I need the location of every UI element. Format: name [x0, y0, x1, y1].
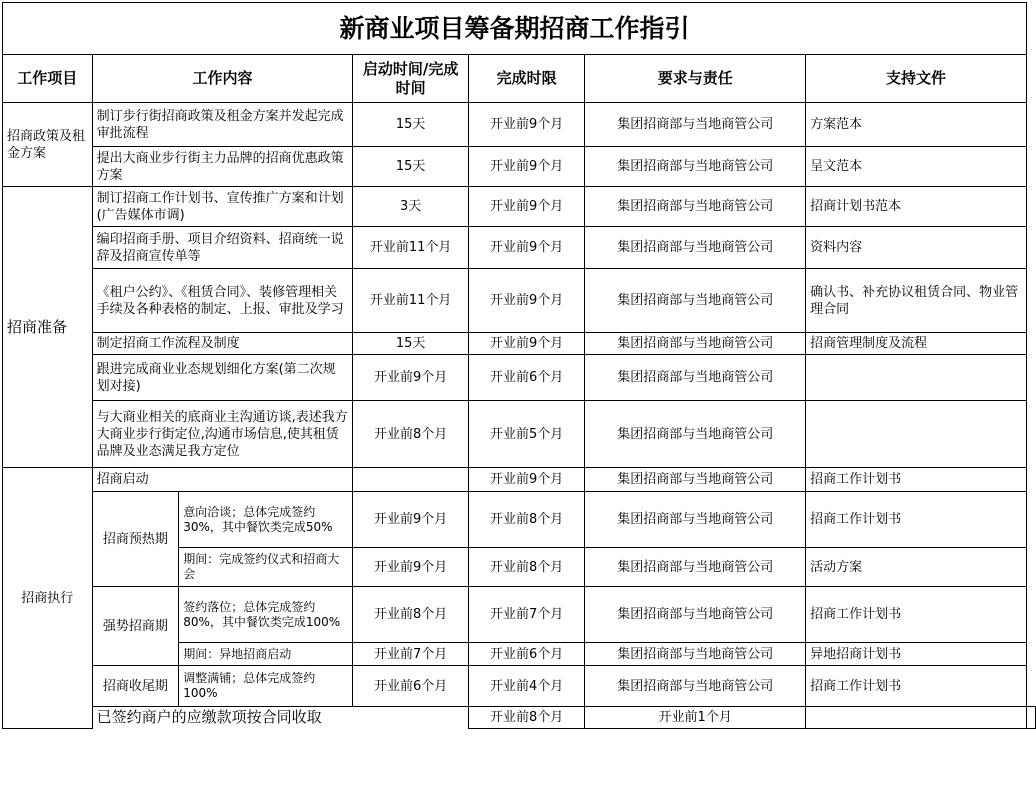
row-start: 开业前11个月 [353, 227, 468, 269]
row-doc: 招商管理制度及流程 [806, 333, 1027, 355]
row-resp: 集团招商部与当地商管公司 [585, 187, 806, 227]
row-content: 制订步行街招商政策及租金方案并发起完成审批流程 [92, 103, 353, 147]
footer-start: 开业前8个月 [468, 707, 584, 729]
row-start: 开业前11个月 [353, 269, 468, 333]
row-doc: 招商工作计划书 [806, 492, 1027, 548]
row-doc: 资料内容 [806, 227, 1027, 269]
row-doc: 呈文范本 [806, 147, 1027, 187]
guide-table [2, 2, 1036, 729]
row-content: 与大商业相关的底商业主沟通访谈,表述我方大商业步行街定位,沟通市场信息,使其租赁品牌及业态满足我方定位 [92, 401, 353, 468]
row-deadline: 开业前9个月 [468, 103, 584, 147]
row-deadline: 开业前9个月 [468, 333, 584, 355]
row-doc: 确认书、补充协议租赁合同、物业管理合同 [806, 269, 1027, 333]
row-content: 招商启动 [92, 468, 353, 492]
table-row [3, 333, 1036, 355]
row-doc [806, 355, 1027, 401]
row-content: 意向洽谈；总体完成签约30%，其中餐饮类完成50% [179, 492, 353, 548]
row-content: 签约落位；总体完成签约80%，其中餐饮类完成100% [179, 587, 353, 643]
row-doc: 招商计划书范本 [806, 187, 1027, 227]
row-doc: 方案范本 [806, 103, 1027, 147]
header-docs: 支持文件 [806, 55, 1027, 103]
row-doc [806, 401, 1027, 468]
row-resp: 集团招商部与当地商管公司 [585, 666, 806, 707]
row-start: 开业前9个月 [353, 492, 468, 548]
row-resp: 集团招商部与当地商管公司 [585, 147, 806, 187]
row-doc: 招商工作计划书 [806, 468, 1027, 492]
row-resp: 集团招商部与当地商管公司 [585, 103, 806, 147]
row-deadline: 开业前4个月 [468, 666, 584, 707]
row-deadline: 开业前9个月 [468, 147, 584, 187]
row-deadline: 开业前9个月 [468, 468, 584, 492]
row-start: 开业前7个月 [353, 643, 468, 666]
row-start: 15天 [353, 333, 468, 355]
row-start: 15天 [353, 103, 468, 147]
row-content: 提出大商业步行街主力品牌的招商优惠政策方案 [92, 147, 353, 187]
table-row [3, 468, 1036, 492]
table-row [3, 103, 1036, 147]
section-exec: 招商执行 [3, 468, 93, 729]
footer-deadline: 开业前1个月 [585, 707, 806, 729]
row-content: 制订招商工作计划书、宣传推广方案和计划(广告媒体市调) [92, 187, 353, 227]
table-row [3, 147, 1036, 187]
row-content: 期间：异地招商启动 [179, 643, 353, 666]
row-resp: 集团招商部与当地商管公司 [585, 269, 806, 333]
row-start: 15天 [353, 147, 468, 187]
row-resp: 集团招商部与当地商管公司 [585, 468, 806, 492]
table-row [3, 227, 1036, 269]
section-prep: 招商准备 [3, 187, 93, 468]
row-deadline: 开业前9个月 [468, 227, 584, 269]
table-row [3, 666, 1036, 707]
row-resp: 集团招商部与当地商管公司 [585, 227, 806, 269]
header-item: 工作项目 [3, 55, 93, 103]
row-start: 开业前8个月 [353, 401, 468, 468]
row-resp: 集团招商部与当地商管公司 [585, 401, 806, 468]
row-resp: 集团招商部与当地商管公司 [585, 355, 806, 401]
table-row [3, 492, 1036, 548]
row-doc: 异地招商计划书 [806, 643, 1027, 666]
row-content: 跟进完成商业业态规划细化方案(第二次规划对接) [92, 355, 353, 401]
page-title: 新商业项目筹备期招商工作指引 [3, 3, 1027, 55]
row-deadline: 开业前8个月 [468, 548, 584, 587]
row-deadline: 开业前7个月 [468, 587, 584, 643]
row-resp: 集团招商部与当地商管公司 [585, 548, 806, 587]
row-content: 制定招商工作流程及制度 [92, 333, 353, 355]
row-deadline: 开业前9个月 [468, 269, 584, 333]
phase-strong: 强势招商期 [92, 587, 179, 666]
header-deadline: 完成时限 [468, 55, 584, 103]
row-start: 开业前9个月 [353, 355, 468, 401]
row-start: 开业前8个月 [353, 587, 468, 643]
row-doc: 活动方案 [806, 548, 1027, 587]
section-policy: 招商政策及租金方案 [3, 103, 93, 187]
header-row [3, 55, 1036, 103]
row-content: 编印招商手册、项目介绍资料、招商统一说辞及招商宣传单等 [92, 227, 353, 269]
row-deadline: 开业前8个月 [468, 492, 584, 548]
row-resp: 集团招商部与当地商管公司 [585, 643, 806, 666]
row-start: 开业前6个月 [353, 666, 468, 707]
row-doc: 招商工作计划书 [806, 587, 1027, 643]
row-deadline: 开业前5个月 [468, 401, 584, 468]
row-resp: 集团招商部与当地商管公司 [585, 333, 806, 355]
footer-text: 已签约商户的应缴款项按合同收取 [92, 707, 468, 729]
header-resp: 要求与责任 [585, 55, 806, 103]
footer-row [3, 707, 1036, 729]
phase-close: 招商收尾期 [92, 666, 179, 707]
row-deadline: 开业前6个月 [468, 643, 584, 666]
row-doc: 招商工作计划书 [806, 666, 1027, 707]
table-row [3, 269, 1036, 333]
phase-warm: 招商预热期 [92, 492, 179, 587]
spreadsheet [2, 2, 1036, 729]
row-deadline: 开业前6个月 [468, 355, 584, 401]
row-content: 期间：完成签约仪式和招商大会 [179, 548, 353, 587]
table-row [3, 401, 1036, 468]
row-resp: 集团招商部与当地商管公司 [585, 492, 806, 548]
table-row [3, 587, 1036, 643]
table-row [3, 355, 1036, 401]
row-start [353, 468, 468, 492]
footer-resp [806, 707, 1027, 729]
row-content: 《租户公约》、《租赁合同》、装修管理相关手续及各种表格的制定、上报、审批及学习 [92, 269, 353, 333]
row-content: 调整满铺；总体完成签约100% [179, 666, 353, 707]
row-resp: 集团招商部与当地商管公司 [585, 587, 806, 643]
row-deadline: 开业前9个月 [468, 187, 584, 227]
row-start: 3天 [353, 187, 468, 227]
footer-doc [1027, 707, 1036, 729]
header-start: 启动时间/完成时间 [353, 55, 468, 103]
header-content: 工作内容 [92, 55, 353, 103]
table-row [3, 187, 1036, 227]
row-start: 开业前9个月 [353, 548, 468, 587]
